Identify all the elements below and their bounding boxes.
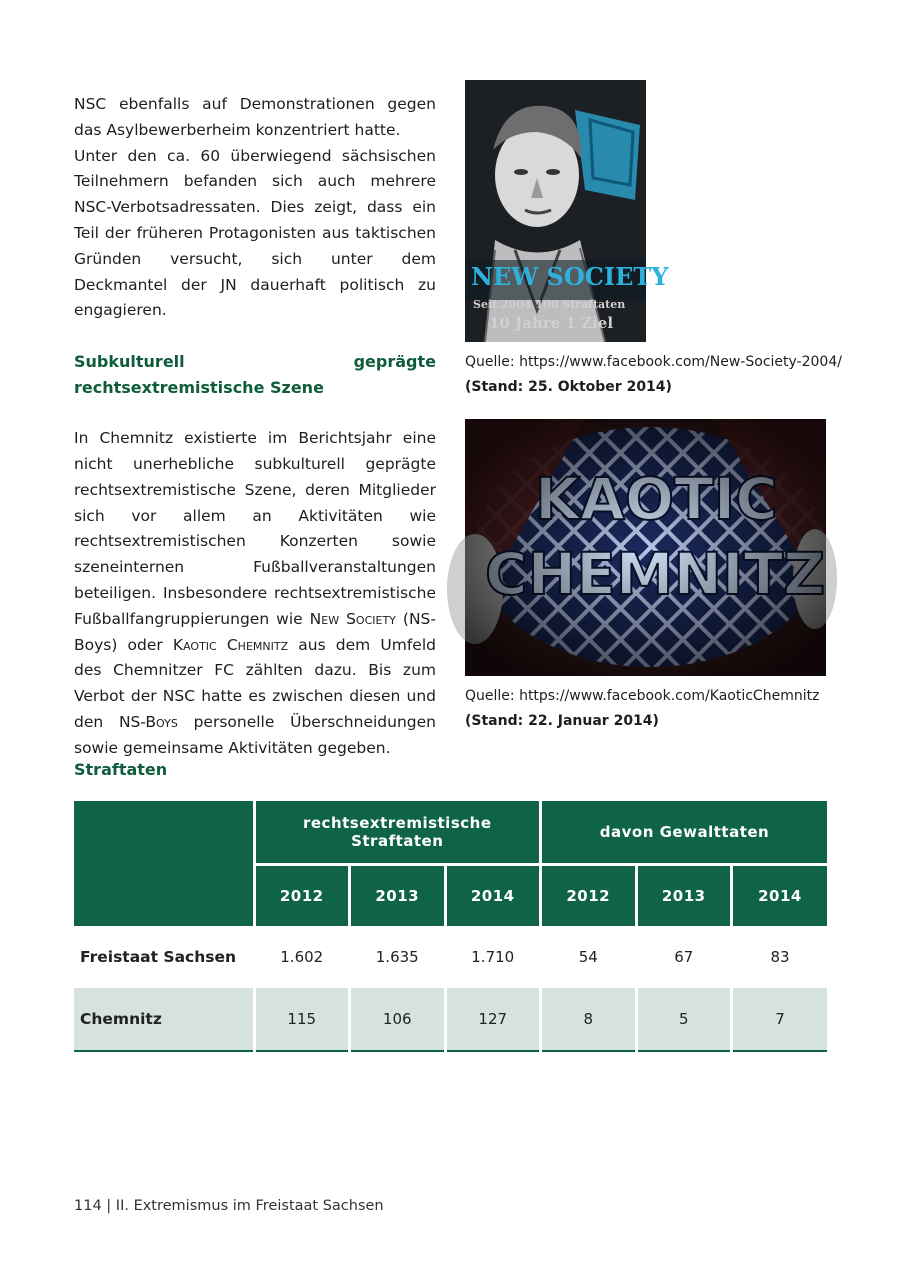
year-header: 2012	[541, 865, 637, 927]
banner-text-1: NEW SOCIETY	[471, 262, 669, 291]
table-cell: 127	[445, 988, 541, 1051]
table-row	[74, 926, 827, 988]
paragraph-2: Unter den ca. 60 überwiegend sächsischen Teilnehmern befanden sich auch mehrere NSC-Verbotsadressaten. Dies zeigt, dass ein Teil der früheren Protagonisten aus taktischen Gründen versucht, sich unter dem Deckmantel der JN dauerhaft politisch zu engagieren.	[74, 146, 436, 320]
row-label: Freistaat Sachsen	[80, 948, 237, 966]
year-header: 2014	[445, 865, 541, 927]
caption-stand-1: (Stand: 25. Oktober 2014)	[465, 379, 672, 395]
subheading-subculture: Subkulturell geprägte rechtsextremistische Szene	[74, 352, 436, 398]
page-footer	[74, 1198, 384, 1214]
caption-stand-2: (Stand: 22. Januar 2014)	[465, 713, 659, 729]
group-kaotic-chemnitz: Kaotic Chemnitz	[172, 635, 289, 654]
table-cell: 106	[350, 988, 446, 1051]
table-group-header-row	[74, 801, 827, 865]
footer-separator: |	[106, 1198, 116, 1214]
table-cell: 54	[541, 926, 637, 988]
table-cell: 115	[254, 988, 350, 1051]
kaotic-chemnitz-shirt-image	[465, 419, 826, 676]
year-header: 2014	[732, 865, 828, 927]
header-violent-offenses: davon Gewalttaten	[541, 801, 828, 865]
new-society-banner-image	[465, 80, 669, 342]
table-cell: 1.635	[350, 926, 446, 988]
table-cell: 8	[541, 988, 637, 1051]
year-header: 2012	[254, 865, 350, 927]
caption-source-2: Quelle: https://www.facebook.com/KaoticChemnitz	[465, 688, 820, 704]
offenses-table	[74, 801, 827, 1052]
caption-source-1: Quelle: https://www.facebook.com/New-Society-2004/	[465, 354, 842, 370]
table-cell: 1.602	[254, 926, 350, 988]
row-label: Chemnitz	[74, 988, 254, 1051]
year-header: 2013	[636, 865, 732, 927]
banner-text-3: 10 Jahre 1 Ziel	[489, 314, 614, 332]
table-cell: 67	[636, 926, 732, 988]
group-ns-boys: NS-Boys	[118, 712, 178, 731]
table-corner-cell	[74, 801, 254, 926]
table-cell: 1.710	[445, 926, 541, 988]
table-cell: 83	[732, 926, 828, 988]
caption-figure-1	[465, 350, 842, 400]
page-number: 114	[74, 1198, 102, 1214]
group-new-society: New Society	[309, 609, 396, 628]
year-header: 2013	[350, 865, 446, 927]
left-text-column	[74, 92, 436, 762]
caption-figure-2	[465, 684, 819, 734]
table-cell: 5	[636, 988, 732, 1051]
banner-text-2: Seit 2004 100 Straftaten	[473, 298, 626, 311]
table-row	[74, 988, 827, 1051]
table-cell: 7	[732, 988, 828, 1051]
chapter-title: II. Extremismus im Freistaat Sachsen	[115, 1198, 384, 1214]
paragraph-3: In Chemnitz existierte im Berichtsjahr eine nicht unerhebliche subkulturell geprägte rechtsextremistische Szene, deren Mitglieder sich vor allem an Aktivitäten wie rechtsextremistischen Konzerten sowie szeneinternen Fußballveranstaltungen beteiligen. Insbesondere rechtsextremistische Fußballfangruppierungen wie New Society (NS-Boys) oder Kaotic Chemnitz aus dem Umfeld des Chemnitzer FC zählten dazu. Bis zum Verbot der NSC hatte es zwischen diesen und den NS-Boys personelle Überschneidungen sowie gemeinsame Aktivitäten gegeben.	[74, 429, 436, 757]
section-title-straftaten: Straftaten	[74, 760, 168, 779]
paragraph-1: NSC ebenfalls auf Demonstrationen gegen das Asylbewerberheim konzentriert hatte.	[74, 95, 436, 139]
header-right-extremist-offenses: rechtsextremistische Straftaten	[254, 801, 541, 865]
figure-new-society	[465, 80, 669, 342]
figure-kaotic-chemnitz	[465, 419, 826, 676]
